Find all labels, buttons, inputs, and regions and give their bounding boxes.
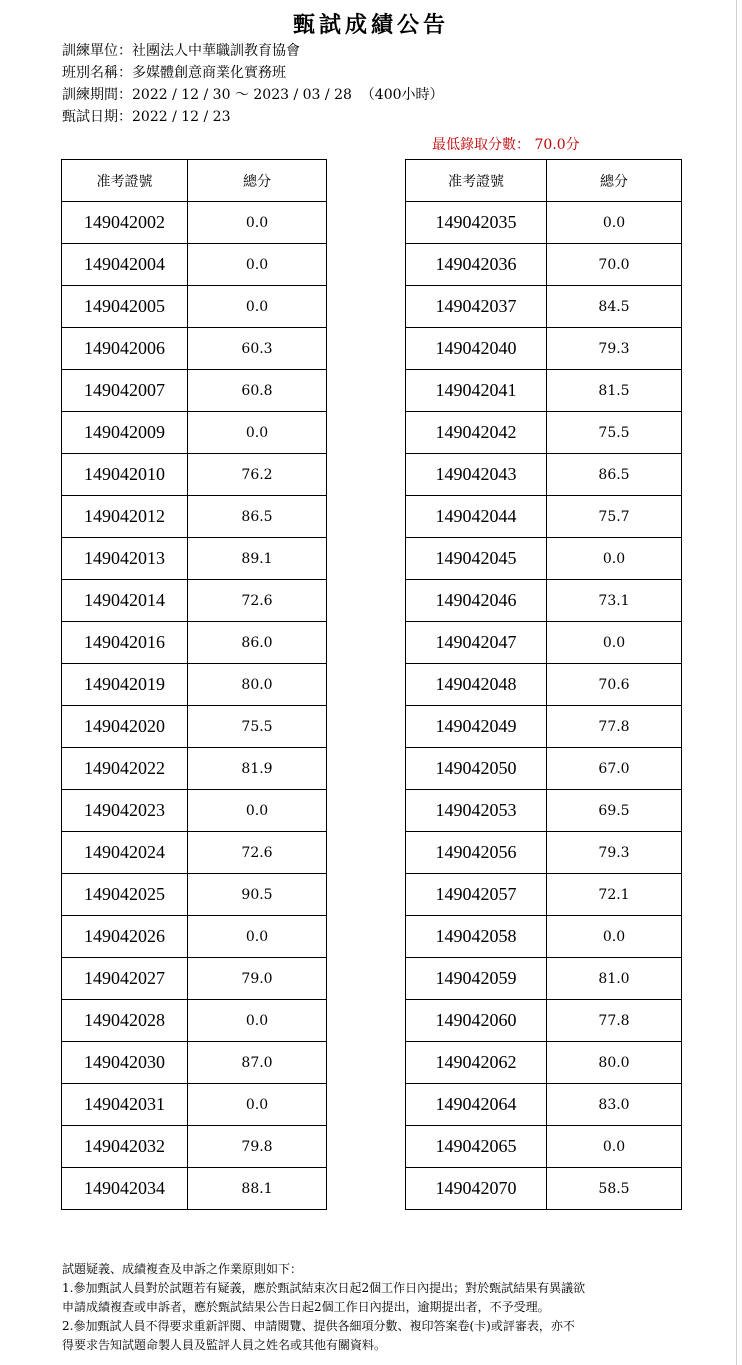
exam-id-cell: 149042041	[406, 370, 547, 412]
note-line: 2.參加甄試人員不得要求重新評閱、申請閱覽、提供各細項分數、複印答案卷(卡)或評審表，亦不	[62, 1319, 575, 1333]
total-score-cell: 0.0	[188, 286, 327, 328]
table-row	[62, 664, 327, 706]
exam-id-cell: 149042026	[62, 916, 188, 958]
total-score-cell: 0.0	[188, 202, 327, 244]
page-edge-line	[736, 0, 737, 1365]
table-row	[406, 664, 682, 706]
table-row	[62, 958, 327, 1000]
table-row	[406, 748, 682, 790]
exam-id-cell: 149042030	[62, 1042, 188, 1084]
table-row	[62, 874, 327, 916]
exam-id-cell: 149042036	[406, 244, 547, 286]
table-row	[62, 1126, 327, 1168]
exam-id-cell: 149042020	[62, 706, 188, 748]
info-block	[62, 40, 444, 128]
table-row	[62, 748, 327, 790]
total-score-cell: 0.0	[547, 916, 682, 958]
exam-id-cell: 149042034	[62, 1168, 188, 1210]
table-header-row	[62, 160, 327, 202]
exam-id-cell: 149042064	[406, 1084, 547, 1126]
score-table-left	[61, 159, 327, 1210]
appeal-notes	[62, 1260, 682, 1355]
exam-id-cell: 149042025	[62, 874, 188, 916]
table-row	[62, 202, 327, 244]
class-name: 班別名稱：多媒體創意商業化實務班	[62, 65, 286, 81]
total-score-cell: 79.3	[547, 832, 682, 874]
total-score-cell: 77.8	[547, 706, 682, 748]
total-score-cell: 72.1	[547, 874, 682, 916]
table-row	[406, 328, 682, 370]
total-score-cell: 87.0	[188, 1042, 327, 1084]
total-score-cell: 84.5	[547, 286, 682, 328]
total-score-cell: 86.5	[188, 496, 327, 538]
table-row	[62, 706, 327, 748]
table-row	[406, 790, 682, 832]
training-period: 訓練期間：2022 / 12 / 30 ～ 2023 / 03 / 28 （400小時）	[62, 87, 444, 103]
exam-id-cell: 149042013	[62, 538, 188, 580]
table-row	[406, 832, 682, 874]
total-score-cell: 0.0	[547, 622, 682, 664]
table-row	[406, 454, 682, 496]
exam-id-cell: 149042006	[62, 328, 188, 370]
exam-id-cell: 149042043	[406, 454, 547, 496]
table-row	[406, 622, 682, 664]
exam-id-cell: 149042035	[406, 202, 547, 244]
exam-id-cell: 149042028	[62, 1000, 188, 1042]
exam-id-cell: 149042040	[406, 328, 547, 370]
table-header-row	[406, 160, 682, 202]
table-row	[406, 958, 682, 1000]
table-row	[406, 706, 682, 748]
table-row	[406, 1084, 682, 1126]
total-score-cell: 86.0	[188, 622, 327, 664]
total-score-cell: 72.6	[188, 832, 327, 874]
total-score-cell: 0.0	[188, 1084, 327, 1126]
exam-id-cell: 149042023	[62, 790, 188, 832]
exam-id-cell: 149042012	[62, 496, 188, 538]
table-row	[62, 286, 327, 328]
note-line: 得要求告知試題命製人員及監評人員之姓名或其他有關資料。	[62, 1338, 387, 1352]
training-unit: 訓練單位：社團法人中華職訓教育協會	[62, 43, 300, 59]
score-table-right	[405, 159, 682, 1210]
exam-id-cell: 149042059	[406, 958, 547, 1000]
table-row	[62, 370, 327, 412]
exam-id-cell: 149042046	[406, 580, 547, 622]
note-line: 申請成績複查或申訴者，應於甄試結果公告日起2個工作日內提出，逾期提出者，不予受理。	[62, 1300, 550, 1314]
table-row	[406, 286, 682, 328]
exam-id-cell: 149042007	[62, 370, 188, 412]
exam-id-cell: 149042049	[406, 706, 547, 748]
exam-date: 甄試日期：2022 / 12 / 23	[62, 109, 231, 125]
total-score-cell: 67.0	[547, 748, 682, 790]
total-score-cell: 81.9	[188, 748, 327, 790]
total-score-cell: 75.5	[547, 412, 682, 454]
table-row	[62, 580, 327, 622]
total-score-cell: 90.5	[188, 874, 327, 916]
table-row	[406, 1168, 682, 1210]
total-score-cell: 80.0	[188, 664, 327, 706]
table-row	[62, 832, 327, 874]
total-score-cell: 0.0	[547, 202, 682, 244]
table-row	[62, 1042, 327, 1084]
exam-id-cell: 149042027	[62, 958, 188, 1000]
exam-id-cell: 149042065	[406, 1126, 547, 1168]
page-title: 甄試成績公告	[292, 12, 449, 38]
exam-id-cell: 149042057	[406, 874, 547, 916]
table-row	[406, 538, 682, 580]
exam-id-cell: 149042014	[62, 580, 188, 622]
table-row	[62, 412, 327, 454]
table-row	[406, 496, 682, 538]
table-row	[406, 1042, 682, 1084]
exam-id-cell: 149042044	[406, 496, 547, 538]
exam-id-cell: 149042032	[62, 1126, 188, 1168]
total-score-cell: 60.8	[188, 370, 327, 412]
table-row	[62, 916, 327, 958]
total-score-cell: 0.0	[188, 244, 327, 286]
exam-id-cell: 149042037	[406, 286, 547, 328]
total-score-cell: 76.2	[188, 454, 327, 496]
total-score-cell: 0.0	[547, 538, 682, 580]
table-row	[62, 496, 327, 538]
exam-id-cell: 149042047	[406, 622, 547, 664]
total-score-cell: 0.0	[188, 790, 327, 832]
table-row	[406, 916, 682, 958]
table-row	[62, 1084, 327, 1126]
exam-id-cell: 149042042	[406, 412, 547, 454]
total-score-cell: 79.3	[547, 328, 682, 370]
table-row	[406, 412, 682, 454]
total-score-cell: 0.0	[188, 916, 327, 958]
exam-id-cell: 149042070	[406, 1168, 547, 1210]
column-header-id: 准考證號	[406, 160, 547, 202]
table-row	[406, 244, 682, 286]
total-score-cell: 0.0	[188, 1000, 327, 1042]
total-score-cell: 86.5	[547, 454, 682, 496]
table-row	[406, 580, 682, 622]
exam-id-cell: 149042048	[406, 664, 547, 706]
total-score-cell: 79.8	[188, 1126, 327, 1168]
exam-id-cell: 149042060	[406, 1000, 547, 1042]
exam-id-cell: 149042019	[62, 664, 188, 706]
total-score-cell: 75.7	[547, 496, 682, 538]
total-score-cell: 88.1	[188, 1168, 327, 1210]
table-row	[406, 1126, 682, 1168]
exam-id-cell: 149042010	[62, 454, 188, 496]
table-row	[62, 538, 327, 580]
exam-id-cell: 149042022	[62, 748, 188, 790]
total-score-cell: 60.3	[188, 328, 327, 370]
total-score-cell: 79.0	[188, 958, 327, 1000]
exam-id-cell: 149042004	[62, 244, 188, 286]
total-score-cell: 70.6	[547, 664, 682, 706]
table-row	[406, 370, 682, 412]
exam-id-cell: 149042005	[62, 286, 188, 328]
column-header-score: 總分	[188, 160, 327, 202]
exam-id-cell: 149042024	[62, 832, 188, 874]
total-score-cell: 81.0	[547, 958, 682, 1000]
exam-id-cell: 149042053	[406, 790, 547, 832]
exam-id-cell: 149042045	[406, 538, 547, 580]
total-score-cell: 69.5	[547, 790, 682, 832]
table-row	[62, 1168, 327, 1210]
column-header-score: 總分	[547, 160, 682, 202]
total-score-cell: 83.0	[547, 1084, 682, 1126]
table-row	[62, 244, 327, 286]
total-score-cell: 70.0	[547, 244, 682, 286]
exam-id-cell: 149042009	[62, 412, 188, 454]
minimum-score: 最低錄取分數： 70.0分	[432, 137, 580, 153]
table-row	[62, 622, 327, 664]
table-row	[62, 1000, 327, 1042]
exam-id-cell: 149042050	[406, 748, 547, 790]
total-score-cell: 0.0	[547, 1126, 682, 1168]
table-row	[406, 202, 682, 244]
total-score-cell: 73.1	[547, 580, 682, 622]
exam-id-cell: 149042002	[62, 202, 188, 244]
note-line: 1.參加甄試人員對於試題若有疑義，應於甄試結束次日起2個工作日內提出；對於甄試結果有異議欲	[62, 1281, 586, 1295]
table-row	[62, 454, 327, 496]
exam-id-cell: 149042016	[62, 622, 188, 664]
total-score-cell: 81.5	[547, 370, 682, 412]
total-score-cell: 89.1	[188, 538, 327, 580]
exam-id-cell: 149042031	[62, 1084, 188, 1126]
exam-id-cell: 149042062	[406, 1042, 547, 1084]
column-header-id: 准考證號	[62, 160, 188, 202]
total-score-cell: 0.0	[188, 412, 327, 454]
table-row	[62, 328, 327, 370]
total-score-cell: 72.6	[188, 580, 327, 622]
total-score-cell: 80.0	[547, 1042, 682, 1084]
table-row	[62, 790, 327, 832]
exam-id-cell: 149042058	[406, 916, 547, 958]
notes-heading: 試題疑義、成績複查及申訴之作業原則如下：	[62, 1262, 303, 1276]
total-score-cell: 77.8	[547, 1000, 682, 1042]
total-score-cell: 75.5	[188, 706, 327, 748]
table-row	[406, 874, 682, 916]
table-row	[406, 1000, 682, 1042]
exam-id-cell: 149042056	[406, 832, 547, 874]
total-score-cell: 58.5	[547, 1168, 682, 1210]
